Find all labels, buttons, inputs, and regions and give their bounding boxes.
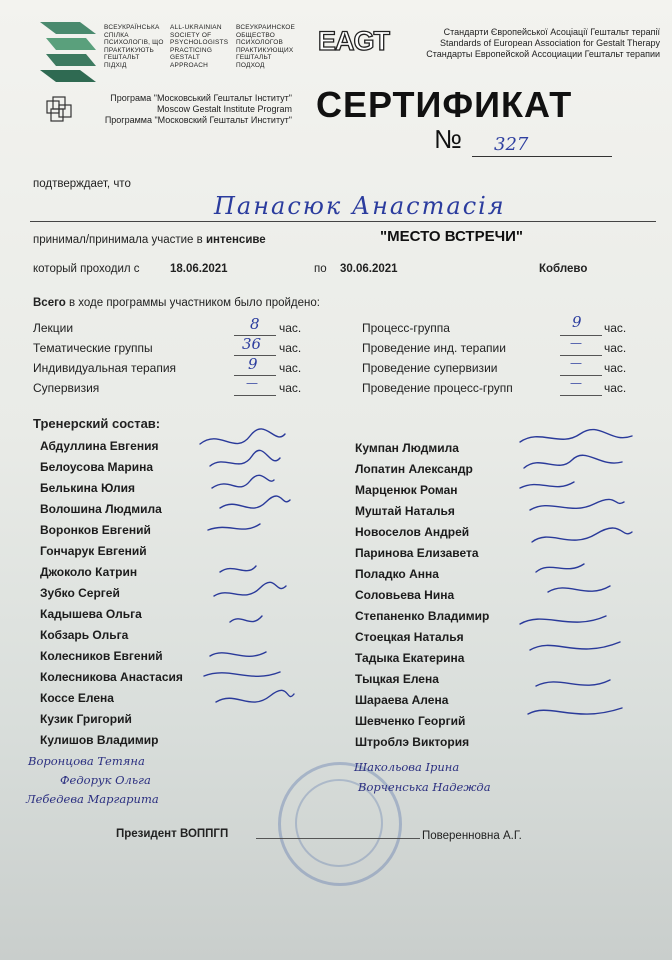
hours-underline <box>560 395 602 396</box>
trainer-name: Штроблэ Виктория <box>355 735 470 749</box>
trainers-left-list <box>40 436 183 751</box>
hours-label-process-group: Процесс-группа <box>362 321 450 335</box>
trainer-name: Кумпан Людмила <box>355 441 459 455</box>
eagt-logo: EAGT <box>318 26 390 56</box>
trainer-name: Белькина Юлия <box>40 481 136 495</box>
trainer-name: Стоецкая Наталья <box>355 630 464 644</box>
president-label: Президент ВОППГП <box>116 828 229 840</box>
certificate-number: 327 <box>494 134 529 155</box>
trainer-name: Кузик Григорий <box>40 712 132 726</box>
standards-ua: Стандарти Європейської Асоціації Гештальт терапії <box>443 27 660 37</box>
to-word: по <box>314 263 327 275</box>
trainer-name: Марценюк Роман <box>355 483 458 497</box>
trainer-name: Волошина Людмила <box>40 502 162 516</box>
trainer-name: Кулишов Владимир <box>40 733 159 747</box>
trainer-name: Шараева Алена <box>355 693 449 707</box>
held-from-text: который проходил с <box>33 263 140 275</box>
hours-label-individual: Индивидуальная терапия <box>33 361 177 375</box>
number-label: № <box>434 124 462 154</box>
hours-value-individual: 9 <box>248 355 258 373</box>
hours-unit: час. <box>279 381 302 395</box>
hours-value-conducting-therapy: — <box>570 336 582 350</box>
trainer-name: Соловьева Нина <box>355 588 455 602</box>
participated-line <box>33 234 266 246</box>
hours-label-conducting-therapy: Проведение инд. терапии <box>362 341 506 355</box>
trainer-name: Гончарук Евгений <box>40 544 147 558</box>
number-underline <box>472 156 612 157</box>
trainer-signatures <box>510 424 640 734</box>
hours-intro <box>33 297 320 309</box>
hours-intro-bold: Всего <box>33 297 66 309</box>
trainers-right-list <box>355 438 489 753</box>
trainer-name: Новоселов Андрей <box>355 525 470 539</box>
trainer-name: Коссе Елена <box>40 691 114 705</box>
hours-unit: час. <box>604 361 627 375</box>
hours-value-thematic: 36 <box>242 335 262 353</box>
org-name-en: ALL-UKRAINIAN SOCIETY OF PSYCHOLOGISTS PRACTICING GESTALT APPROACH <box>170 24 229 69</box>
trainer-name: Поладко Анна <box>355 567 439 581</box>
trainer-name: Тадыка Екатерина <box>355 651 465 665</box>
org-name-ua: ВСЕУКРАЇНСЬКА СПІЛКА ПСИХОЛОГІВ, ЩО ПРАКТИКУЮТЬ ГЕШТАЛЬТ ПІДХІД <box>104 24 164 69</box>
trainer-name: Кадышева Ольга <box>40 607 142 621</box>
trainer-name: Колесникова Анастасия <box>40 670 183 684</box>
confirms-text: подтверждает, что <box>33 178 131 190</box>
hours-value-lectures: 8 <box>250 315 260 333</box>
trainer-name: Воронков Евгений <box>40 523 151 537</box>
date-to: 30.06.2021 <box>340 263 398 275</box>
trainer-name: Абдуллина Евгения <box>40 439 159 453</box>
hours-value-process-group: 9 <box>572 313 582 331</box>
program-en: Moscow Gestalt Institute Program <box>156 104 292 114</box>
location: Коблево <box>539 263 588 275</box>
program-text <box>80 93 292 126</box>
president-name: Поверенновна А.Г. <box>422 830 522 842</box>
hours-unit: час. <box>604 321 627 335</box>
handwritten-trainer: Ворченська Надежда <box>358 780 491 794</box>
hours-label-conducting-groups: Проведение процесс-групп <box>362 381 513 395</box>
hours-intro-rest: в ходе программы участником было пройдено: <box>65 297 320 309</box>
handwritten-trainer: Воронцова Тетяна <box>28 754 145 768</box>
hours-unit: час. <box>279 341 302 355</box>
trainer-name: Муштай Наталья <box>355 504 455 518</box>
trainer-name: Белоусова Марина <box>40 460 153 474</box>
hours-label-conducting-supervision: Проведение супервизии <box>362 361 498 375</box>
participated-text: принимал/принимала участие в <box>33 234 203 246</box>
hours-value-supervision: — <box>246 376 258 390</box>
trainer-name: Тыцкая Елена <box>355 672 439 686</box>
trainer-name: Паринова Елизавета <box>355 546 479 560</box>
trainer-name: Шевченко Георгий <box>355 714 466 728</box>
hours-unit: час. <box>279 361 302 375</box>
hours-unit: час. <box>279 321 302 335</box>
hours-value-conducting-groups: — <box>570 376 582 390</box>
signature-line <box>256 838 420 839</box>
certificate-title: СЕРТИФИКАТ <box>316 84 573 125</box>
intensive-word: интенсиве <box>205 234 266 246</box>
trainer-name: Лопатин Александр <box>355 462 473 476</box>
trainers-heading: Тренерский состав: <box>33 416 161 431</box>
hours-label-lectures: Лекции <box>33 321 74 335</box>
trainer-name: Джоколо Катрин <box>40 565 138 579</box>
trainer-name: Степаненко Владимир <box>355 609 490 623</box>
org-name-ru: ВСЕУКРАИНСКОЕ ОБЩЕСТВО ПСИХОЛОГОВ ПРАКТИКУЮЩИХ ГЕШТАЛЬТ ПОДХОД <box>236 24 296 69</box>
hours-underline <box>234 395 276 396</box>
trainer-name: Зубко Сергей <box>40 586 120 600</box>
handwritten-trainer: Шакольова Ірина <box>354 760 460 774</box>
name-underline <box>30 221 656 222</box>
chevron-logo-icon <box>40 20 96 86</box>
institute-logo-icon <box>46 96 72 122</box>
hours-label-thematic: Тематические группы <box>33 341 153 355</box>
hours-unit: час. <box>604 341 627 355</box>
hours-unit: час. <box>604 381 627 395</box>
standards-en: Standards of European Association for Gestalt Therapy <box>440 38 660 48</box>
program-ua: Програма "Московський Гештальт Інститут" <box>110 93 292 103</box>
standards-text <box>412 27 660 60</box>
trainer-name: Колесников Евгений <box>40 649 163 663</box>
handwritten-trainer: Лебедева Маргарита <box>26 792 159 806</box>
participant-name: Панасюк Анастасія <box>214 192 506 220</box>
standards-ru: Стандарты Европейской Ассоциации Гештальт терапии <box>426 49 660 59</box>
trainer-signatures <box>190 426 320 726</box>
trainer-name: Кобзарь Ольга <box>40 628 129 642</box>
hours-label-supervision: Супервизия <box>33 381 100 395</box>
program-ru: Программа "Московский Гештальт Институт" <box>104 115 292 125</box>
intensive-name: "МЕСТО ВСТРЕЧИ" <box>380 228 524 245</box>
hours-value-conducting-supervision: — <box>570 356 582 370</box>
handwritten-trainer: Федорук Ольга <box>60 773 151 787</box>
date-from: 18.06.2021 <box>170 263 228 275</box>
